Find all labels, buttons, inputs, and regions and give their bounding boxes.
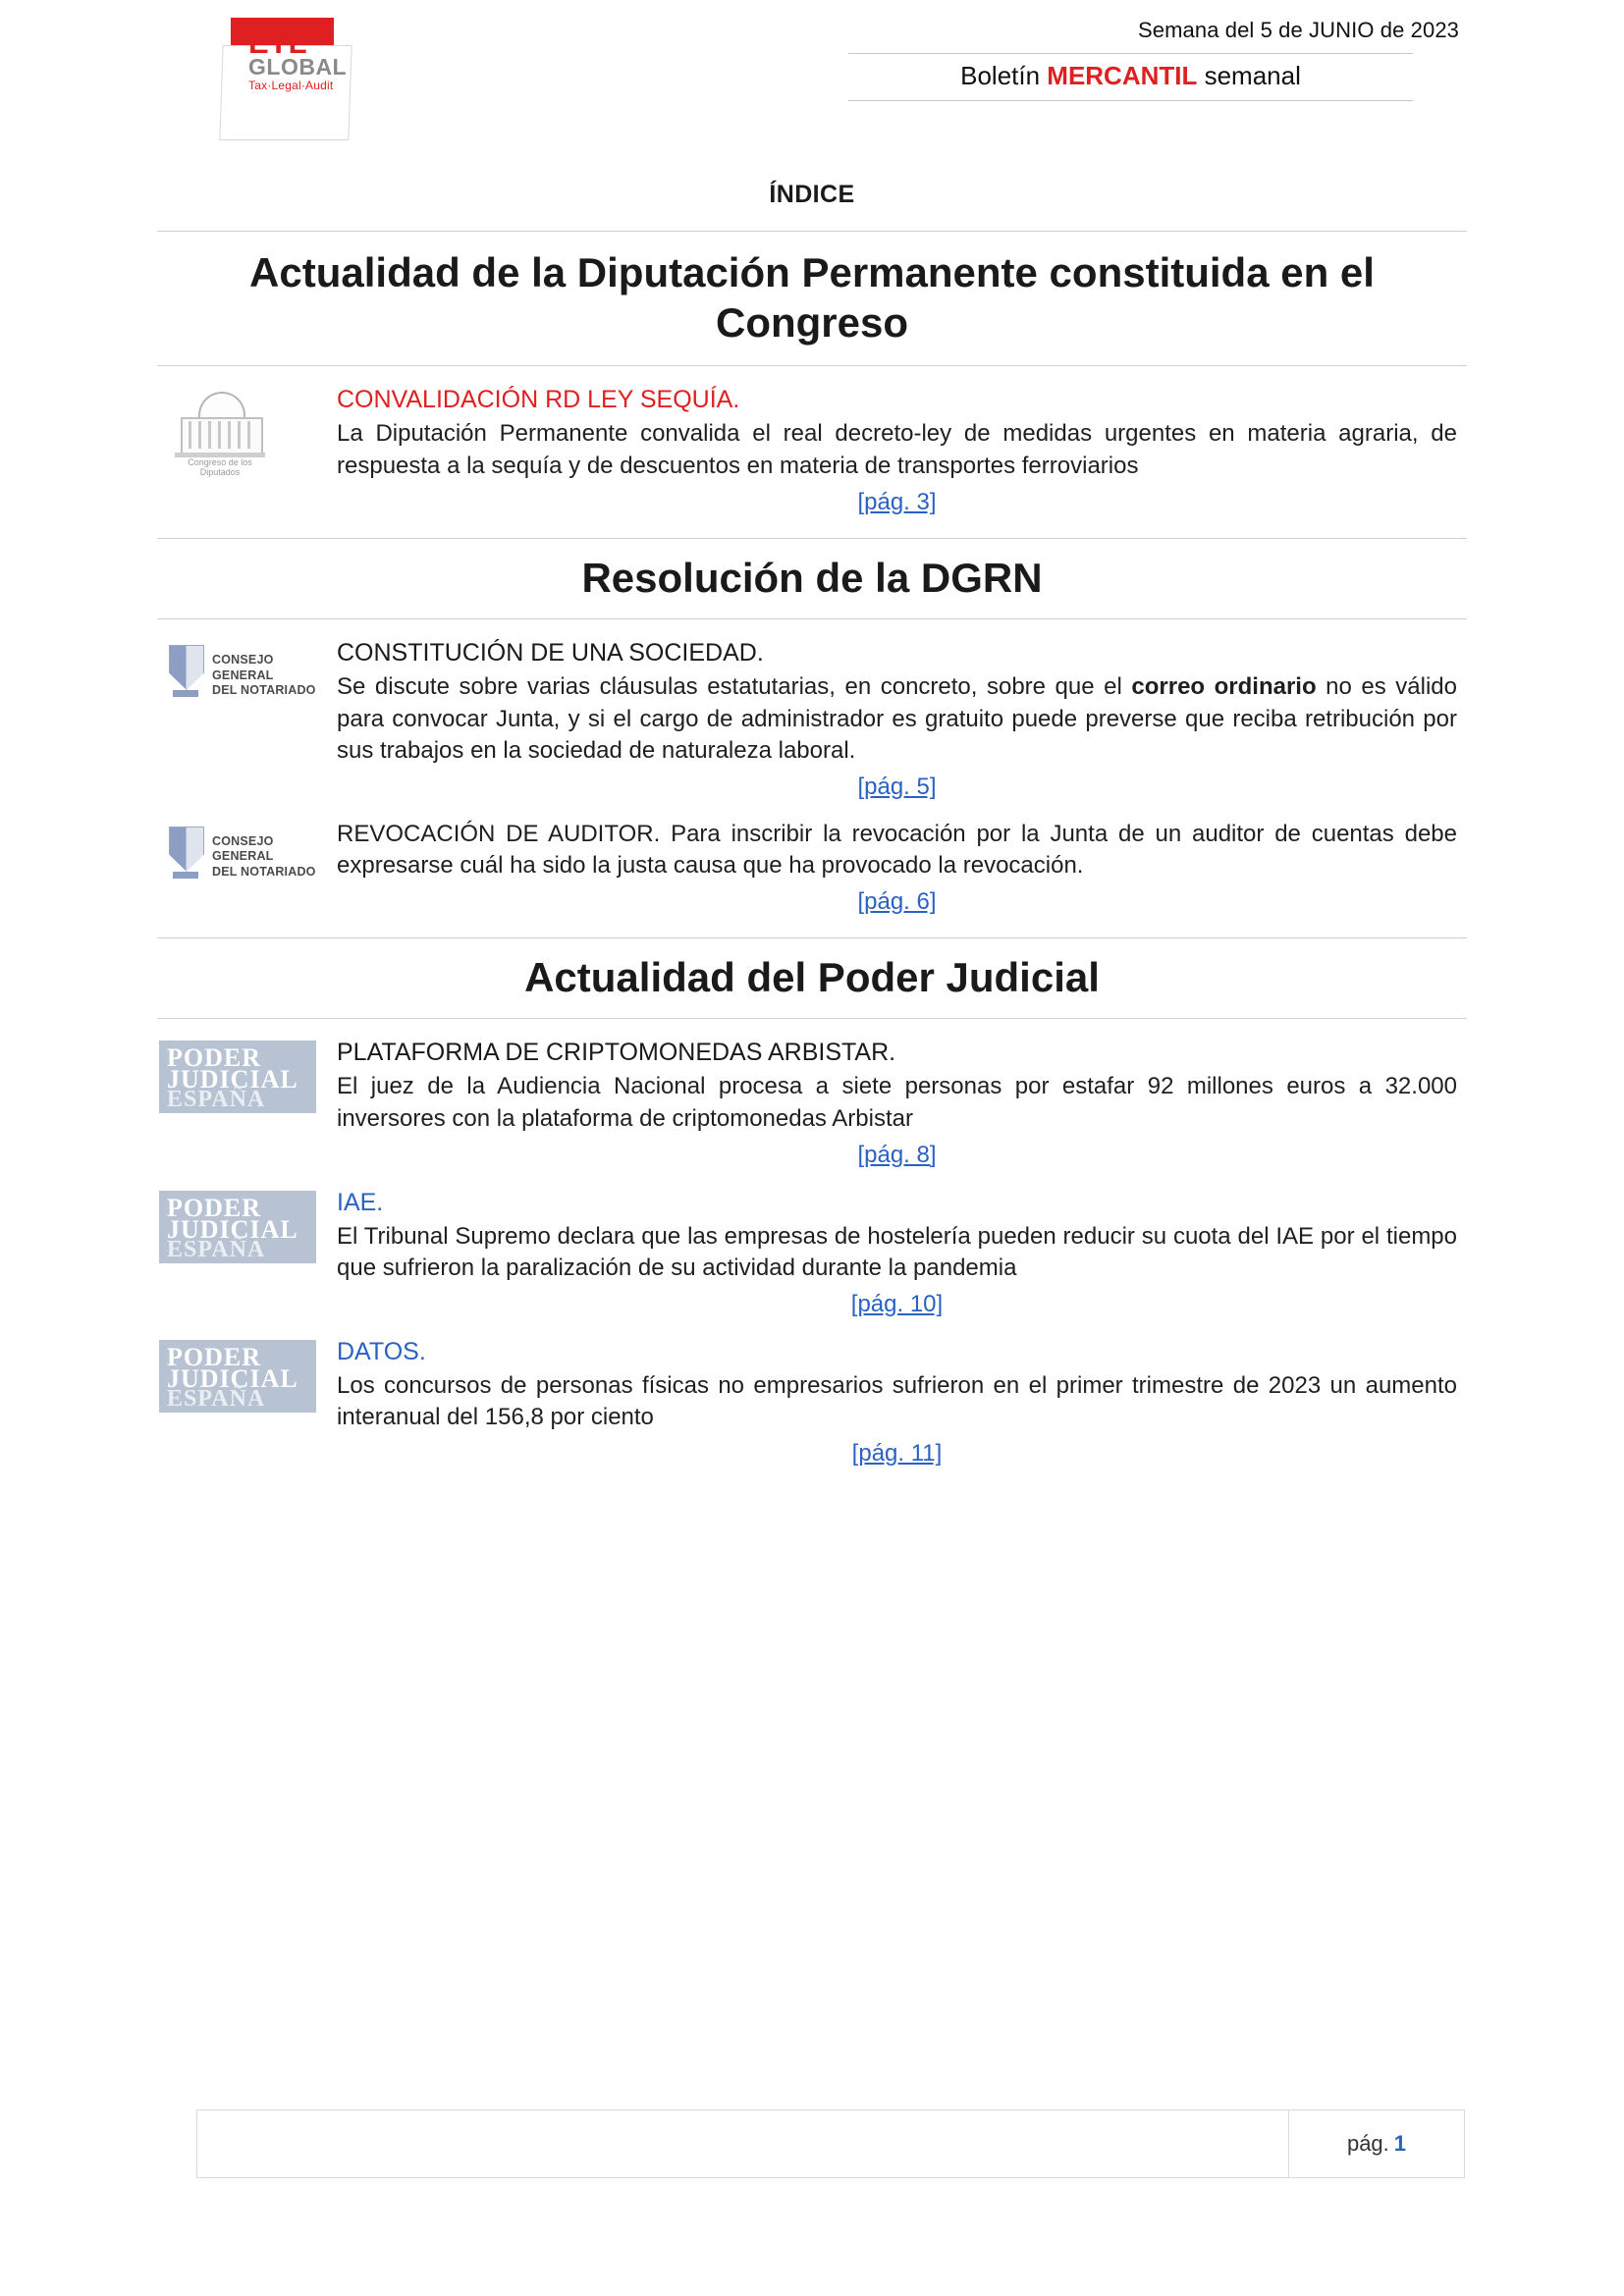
entry-icon-wrap	[159, 1336, 331, 1468]
footer-page-cell	[1289, 2110, 1464, 2177]
section-title-poder-judicial: Actualidad del Poder Judicial	[157, 937, 1467, 1019]
entry-icon-wrap	[159, 637, 331, 801]
notariado-icon-label-line1: CONSEJO GENERAL	[212, 652, 274, 682]
entry-text: Los concursos de personas físicas no empresarios sufrieron en el primer trimestre de 2023 un aumento interanual del 156,8 por ciento	[337, 1371, 1457, 1431]
page-link[interactable]: [pág. 8]	[857, 1141, 937, 1168]
entry-text-part2: no es válido para convocar Junta, y si el cargo de administrador es gratuito puede preverse que reciba retribución por sus trabajos en la sociedad de naturaleza laboral.	[337, 672, 1457, 765]
notariado-icon-label	[212, 834, 331, 881]
page-link[interactable]: [pág. 6]	[857, 888, 937, 916]
entry-text	[337, 671, 1457, 768]
logo-global-text: GLOBAL	[248, 54, 348, 80]
entry-body	[331, 819, 1467, 916]
page-link[interactable]: [pág. 11]	[851, 1440, 943, 1468]
poder-icon-line2: JUDICIAL	[167, 1065, 298, 1095]
page-link[interactable]: [pág. 5]	[857, 773, 937, 800]
poder-icon-line3: ESPAÑA	[167, 1236, 266, 1262]
poder-icon-line2: JUDICIAL	[167, 1214, 298, 1244]
index-entry	[157, 1187, 1467, 1318]
poder-judicial-espana-icon	[159, 1340, 316, 1413]
bulletin-title-box	[848, 53, 1413, 101]
index-entry	[157, 1037, 1467, 1168]
entry-heading: DATOS.	[337, 1337, 426, 1365]
bulletin-prefix: Boletín	[960, 61, 1048, 90]
notariado-icon-label-line2: DEL NOTARIADO	[212, 865, 316, 880]
notariado-shield-shape	[169, 827, 204, 872]
document-footer	[196, 2109, 1465, 2178]
poder-icon-line1: PODER	[167, 1043, 261, 1073]
footer-left-cell	[197, 2110, 1289, 2177]
logo-tagline-text: Tax·Legal·Audit	[248, 79, 334, 92]
bulletin-strong: MERCANTIL	[1047, 61, 1198, 90]
entry-body	[331, 384, 1467, 515]
notariado-shield-base	[173, 872, 198, 879]
entry-inline-text: Para inscribir la revocación por la Junta de un auditor de cuentas debe expresarse cuál ha sido la justa causa que ha provocado la revocación.	[337, 820, 1457, 880]
bulletin-suffix: semanal	[1197, 61, 1301, 90]
notariado-icon-label	[212, 653, 331, 699]
entry-body	[331, 637, 1467, 801]
notariado-shield-shape	[169, 645, 204, 690]
poder-judicial-espana-icon	[159, 1191, 316, 1263]
logo-text-block	[248, 27, 347, 91]
page-link[interactable]: [pág. 3]	[857, 488, 937, 515]
header-right-block	[485, 18, 1467, 101]
notariado-icon-label-line2: DEL NOTARIADO	[212, 683, 316, 698]
poder-judicial-espana-icon	[159, 1041, 316, 1113]
entry-text: La Diputación Permanente convalida el real decreto-ley de medidas urgentes en materia agraria, de respuesta a la sequía y de descuentos en materia de transportes ferroviarios	[337, 420, 1457, 480]
poder-icon-line2: JUDICIAL	[167, 1363, 298, 1393]
entry-heading: PLATAFORMA DE CRIPTOMONEDAS ARBISTAR.	[337, 1039, 896, 1067]
entry-body	[331, 1037, 1467, 1168]
entry-text: El Tribunal Supremo declara que las empresas de hostelería pueden reducir su cuota del IAE por el tiempo que sufrieron la paralización de su actividad durante la pandemia	[337, 1222, 1457, 1282]
entry-heading: IAE.	[337, 1188, 384, 1216]
logo-etl-text: ETL	[248, 26, 308, 60]
congreso-columns-shape	[189, 421, 251, 449]
congreso-icon-label: Congreso de los Diputados	[188, 457, 252, 478]
entry-body	[331, 1187, 1467, 1318]
congreso-de-los-diputados-icon	[173, 388, 267, 478]
page-link[interactable]: [pág. 10]	[850, 1290, 944, 1317]
consejo-general-del-notariado-icon	[159, 641, 331, 706]
footer-page-label: pág.	[1346, 2131, 1389, 2156]
entry-text-part1: Se discute sobre varias cláusulas estatutarias, en concreto, sobre que el	[337, 672, 1132, 700]
entry-icon-wrap	[159, 384, 331, 515]
index-entry	[157, 384, 1467, 515]
entry-text-bold: correo ordinario	[1131, 672, 1317, 700]
entry-icon-wrap	[159, 1037, 331, 1168]
entry-text: El juez de la Audiencia Nacional procesa a siete personas por estafar 92 millones euros a 32.000 inversores con la plataforma de criptomonedas Arbistar	[337, 1073, 1457, 1132]
notariado-icon-label-line1: CONSEJO GENERAL	[212, 833, 274, 864]
entry-icon-wrap	[159, 819, 331, 916]
index-entry	[157, 637, 1467, 801]
etl-global-logo	[123, 10, 368, 147]
index-entry	[157, 819, 1467, 916]
entry-icon-wrap	[159, 1187, 331, 1318]
entry-heading: CONVALIDACIÓN RD LEY SEQUÍA.	[337, 386, 740, 414]
entry-heading: CONSTITUCIÓN DE UNA SOCIEDAD.	[337, 638, 764, 667]
poder-icon-line1: PODER	[167, 1342, 261, 1371]
index-entry	[157, 1336, 1467, 1468]
poder-icon-line3: ESPAÑA	[167, 1385, 266, 1412]
document-header	[157, 0, 1467, 167]
page-title: ÍNDICE	[769, 181, 855, 208]
poder-icon-line3: ESPAÑA	[167, 1087, 266, 1113]
consejo-general-del-notariado-icon	[159, 823, 331, 887]
header-date: Semana del 5 de JUNIO de 2023	[1138, 18, 1459, 42]
footer-page-number: 1	[1393, 2131, 1407, 2156]
poder-icon-line1: PODER	[167, 1193, 261, 1222]
entry-inline-heading: REVOCACIÓN DE AUDITOR.	[337, 820, 661, 847]
entry-body	[331, 1336, 1467, 1468]
section-title-dgrn: Resolución de la DGRN	[157, 538, 1467, 619]
section-title-congreso: Actualidad de la Diputación Permanente constituida en el Congreso	[157, 231, 1467, 366]
entry-text	[337, 819, 1457, 882]
notariado-shield-base	[173, 690, 198, 697]
